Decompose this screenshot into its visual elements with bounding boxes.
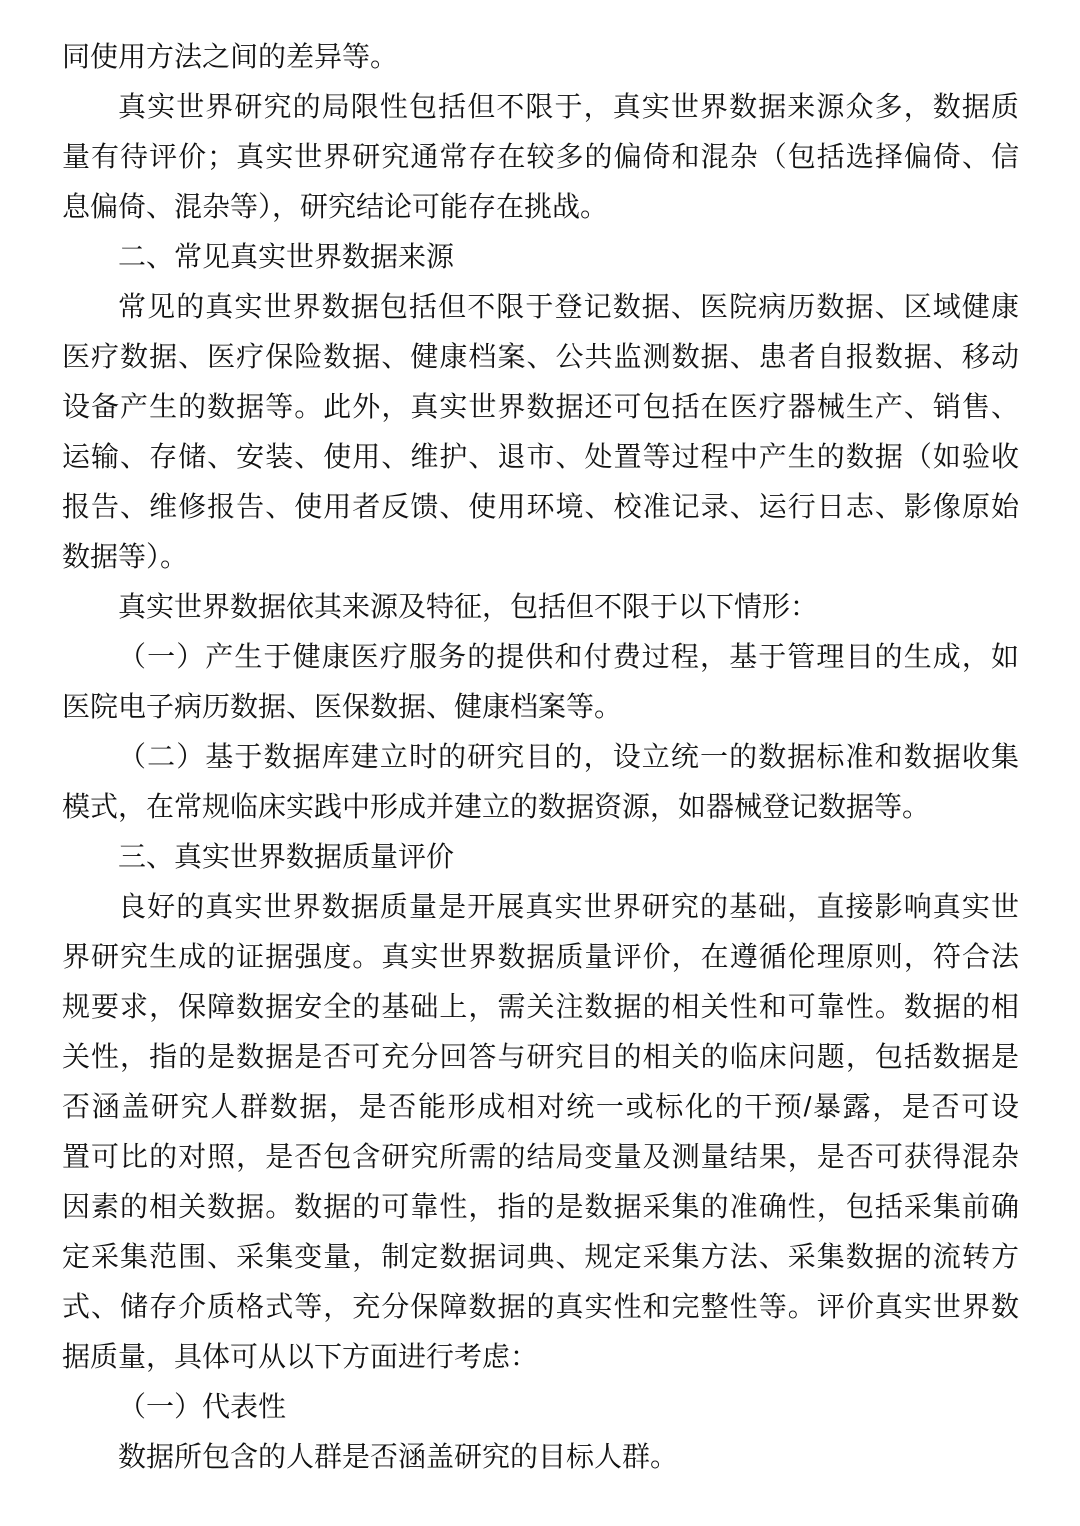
section-heading-3: 三、真实世界数据质量评价 xyxy=(118,841,455,872)
paragraph-line: 医疗数据、医疗保险数据、健康档案、公共监测数据、患者自报数据、移动 xyxy=(62,341,1019,372)
paragraph-line: 同使用方法之间的差异等。 xyxy=(62,41,399,72)
paragraph-line: 数据所包含的人群是否涵盖研究的目标人群。 xyxy=(118,1441,679,1472)
paragraph-line: 真实世界数据依其来源及特征，包括但不限于以下情形： xyxy=(118,591,819,622)
paragraph-line: 式、储存介质格式等，充分保障数据的真实性和完整性等。评价真实世界数 xyxy=(62,1291,1019,1322)
subsection-heading-1: （一）代表性 xyxy=(118,1391,287,1422)
paragraph-line: 数据等）。 xyxy=(62,541,189,572)
paragraph-line: 设备产生的数据等。此外，真实世界数据还可包括在医疗器械生产、销售、 xyxy=(62,391,1019,422)
list-item-line: （二）基于数据库建立时的研究目的，设立统一的数据标准和数据收集 xyxy=(118,741,1019,772)
paragraph-line: 关性，指的是数据是否可充分回答与研究目的相关的临床问题，包括数据是 xyxy=(62,1041,1019,1072)
list-item-line: 模式，在常规临床实践中形成并建立的数据资源，如器械登记数据等。 xyxy=(62,791,931,822)
paragraph-line: 报告、维修报告、使用者反馈、使用环境、校准记录、运行日志、影像原始 xyxy=(62,491,1019,522)
list-item-line: （一）产生于健康医疗服务的提供和付费过程，基于管理目的生成，如 xyxy=(118,641,1019,672)
paragraph-line: 否涵盖研究人群数据，是否能形成相对统一或标化的干预/暴露，是否可设 xyxy=(62,1091,1019,1122)
paragraph-line: 定采集范围、采集变量，制定数据词典、规定采集方法、采集数据的流转方 xyxy=(62,1241,1019,1272)
paragraph-line: 据质量，具体可从以下方面进行考虑： xyxy=(62,1341,539,1372)
paragraph-line: 良好的真实世界数据质量是开展真实世界研究的基础，直接影响真实世 xyxy=(118,891,1019,922)
paragraph-line: 常见的真实世界数据包括但不限于登记数据、医院病历数据、区域健康 xyxy=(118,291,1019,322)
paragraph-line: 规要求，保障数据安全的基础上，需关注数据的相关性和可靠性。数据的相 xyxy=(62,991,1019,1022)
paragraph-line: 置可比的对照，是否包含研究所需的结局变量及测量结果，是否可获得混杂 xyxy=(62,1141,1019,1172)
paragraph-line: 量有待评价；真实世界研究通常存在较多的偏倚和混杂（包括选择偏倚、信 xyxy=(62,141,1019,172)
paragraph-line: 息偏倚、混杂等），研究结论可能存在挑战。 xyxy=(62,191,609,222)
paragraph-line: 运输、存储、安装、使用、维护、退市、处置等过程中产生的数据（如验收 xyxy=(62,441,1019,472)
body-text xyxy=(62,32,1019,1482)
paragraph-line: 因素的相关数据。数据的可靠性，指的是数据采集的准确性，包括采集前确 xyxy=(62,1191,1019,1222)
paragraph-line: 真实世界研究的局限性包括但不限于，真实世界数据来源众多，数据质 xyxy=(118,91,1019,122)
section-heading-2: 二、常见真实世界数据来源 xyxy=(118,241,455,272)
list-item-line: 医院电子病历数据、医保数据、健康档案等。 xyxy=(62,691,623,722)
paragraph-line: 界研究生成的证据强度。真实世界数据质量评价，在遵循伦理原则，符合法 xyxy=(62,941,1019,972)
